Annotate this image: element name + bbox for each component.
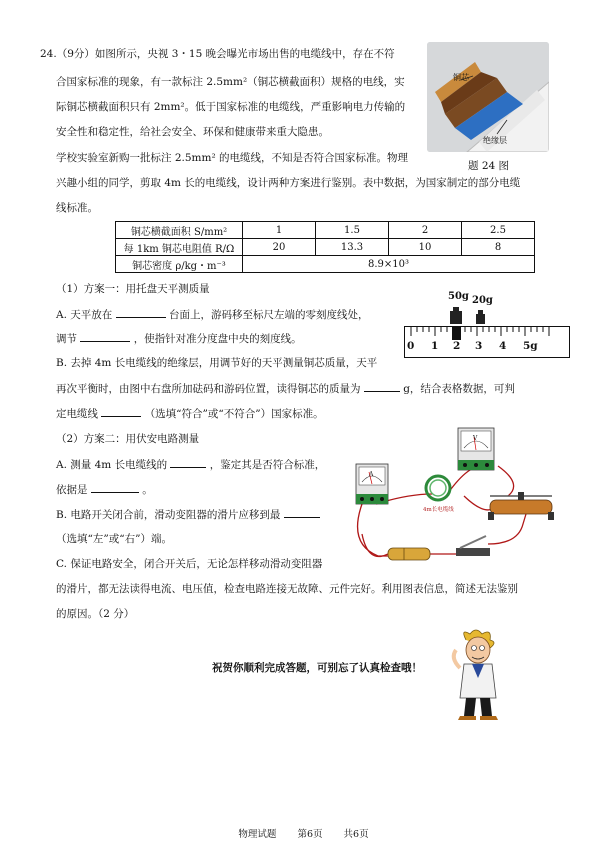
scale-labels: [405, 340, 569, 354]
circuit-diagram: [348, 424, 556, 574]
row-header: 铜芯密度 ρ/kg・m⁻³: [116, 256, 243, 273]
text: 调节: [56, 333, 77, 345]
table-cell: 13.3: [316, 239, 389, 256]
plan1-title: （1）方案一：用托盘天平测质量: [56, 283, 210, 295]
answer-blank[interactable]: [101, 406, 141, 417]
rider-scale: [404, 326, 570, 358]
table-cell: 1: [243, 222, 316, 239]
page-footer: [0, 826, 607, 840]
question-points: （9分）: [56, 48, 95, 60]
coil-label: 4m长电缆线: [423, 507, 454, 513]
weights-icon: [446, 305, 496, 325]
answer-blank[interactable]: [170, 457, 206, 468]
intro-line-0: 如图所示，央视 3・15 晚会曝光市场出售的电缆线中，存在不符: [94, 48, 395, 60]
plan2-c-line2: 的滑片，都无法读得电流、电压值，检查电路连接无故障、元件完好。利用图表信息，简述无法鉴别: [56, 583, 518, 595]
tick-label: 5g: [523, 340, 538, 352]
table-cell: 2: [389, 222, 462, 239]
plan1-b-line1: B. 去掉 4m 长电缆线的绝缘层，用调节好的天平测量铜芯质量，天平: [56, 357, 378, 369]
answer-blank[interactable]: [80, 331, 130, 342]
row-header: 铜芯横截面积 S/mm²: [116, 222, 243, 239]
answer-blank[interactable]: [116, 307, 166, 318]
text: 定电缆线: [56, 408, 98, 420]
label-insulation: 绝缘层: [483, 136, 507, 145]
plan1-a-line1: [56, 307, 368, 322]
cable-photo: [427, 42, 549, 152]
table-cell: 20: [243, 239, 316, 256]
answer-blank[interactable]: [284, 507, 320, 518]
plan1-b-line3: [56, 406, 324, 421]
text: B. 电路开关闭合前，滑动变阻器的滑片应移到最: [56, 509, 281, 521]
text: 台面上，游码移至标尺左端的零刻度线处，: [168, 309, 369, 321]
rheostat-icon: [488, 492, 554, 520]
tick-label: 0: [407, 340, 415, 352]
plan1-a-line2: [56, 331, 302, 346]
closing-message: 祝贺你顺利完成答题，可别忘了认真检查哦！: [212, 662, 422, 674]
intro-line-5: 兴趣小组的同学，剪取 4m 长的电缆线，设计两种方案进行鉴别。表中数据，为国家制定的部分电缆: [56, 177, 521, 189]
plan2-b-line1: [56, 507, 320, 522]
table-cell: 10: [389, 239, 462, 256]
footer-page: 第6页: [297, 829, 323, 840]
ammeter-icon: [356, 464, 388, 504]
intro-line-2: 际铜芯横截面积只有 2mm²。低于国家标准的电缆线，严重影响电力传输的: [56, 101, 406, 113]
professor-cartoon-icon: [446, 628, 512, 724]
footer-subject: 物理试题: [238, 829, 277, 840]
battery-icon: [388, 548, 430, 560]
table-cell: 8: [462, 239, 535, 256]
switch-icon: [456, 536, 490, 556]
answer-blank[interactable]: [364, 381, 400, 392]
answer-blank[interactable]: [91, 482, 139, 493]
tick-label: 4: [499, 340, 507, 352]
intro-line-4: 学校实验室新购一批标注 2.5mm² 的电缆线，不知是否符合国家标准。物理: [56, 152, 408, 164]
plan2-c-line3: 的原因。（2 分）: [56, 608, 135, 620]
table-row: [116, 222, 535, 239]
table-row: [116, 256, 535, 273]
row-header: 每 1km 铜芯电阻值 R/Ω: [116, 239, 243, 256]
text: 。: [142, 484, 153, 496]
tick-label: 1: [431, 340, 439, 352]
table-cell: 1.5: [316, 222, 389, 239]
plan1-b-line2: [56, 381, 515, 396]
plan2-b-line2: （选填“左”或“右”）端。: [56, 533, 172, 545]
question-header: [40, 47, 395, 61]
text: （选填“符合”或“不符合”）国家标准。: [144, 408, 324, 420]
text: g，结合表格数据，可判: [403, 383, 515, 395]
plan2-a-line1: [56, 457, 325, 472]
spec-table: [115, 221, 535, 273]
text: A. 测量 4m 长电缆线的: [56, 459, 168, 471]
question-number: 24.: [40, 48, 57, 60]
ammeter-symbol: A: [369, 471, 374, 478]
table-cell: 2.5: [462, 222, 535, 239]
plan2-title: （2）方案二：用伏安电路测量: [56, 433, 200, 445]
voltmeter-symbol: V: [473, 435, 478, 442]
label-core: 铜芯: [453, 73, 469, 82]
intro-line-1: 合国家标准的现象，有一款标注 2.5mm²（铜芯横截面积）规格的电线，实: [56, 76, 405, 88]
table-row: [116, 239, 535, 256]
weight-20g-label: 20g: [472, 295, 493, 306]
table-cell-merged: 8.9×10³: [243, 256, 535, 273]
text: A. 天平放在: [56, 309, 113, 321]
footer-total: 共6页: [343, 829, 369, 840]
text: 再次平衡时，由图中右盘所加砝码和游码位置，读得铜芯的质量为: [56, 383, 361, 395]
text: ，鉴定其是否符合标准，: [209, 459, 326, 471]
tick-label: 3: [475, 340, 483, 352]
cable-coil-icon: [426, 476, 450, 500]
text: ，使指针对准分度盘中央的刻度线。: [133, 333, 302, 345]
intro-line-3: 安全性和稳定性，给社会安全、环保和健康带来重大隐患。: [56, 126, 329, 138]
weight-50g-label: 50g: [448, 291, 469, 302]
tick-label: 2: [453, 340, 461, 352]
plan2-c-line1: C. 保证电路安全，闭合开关后，无论怎样移动滑动变阻器: [56, 558, 323, 570]
intro-line-6: 线标准。: [56, 202, 98, 214]
plan2-a-line2: [56, 482, 153, 497]
text: 依据是: [56, 484, 88, 496]
figure-caption: 题 24 图: [468, 160, 510, 172]
